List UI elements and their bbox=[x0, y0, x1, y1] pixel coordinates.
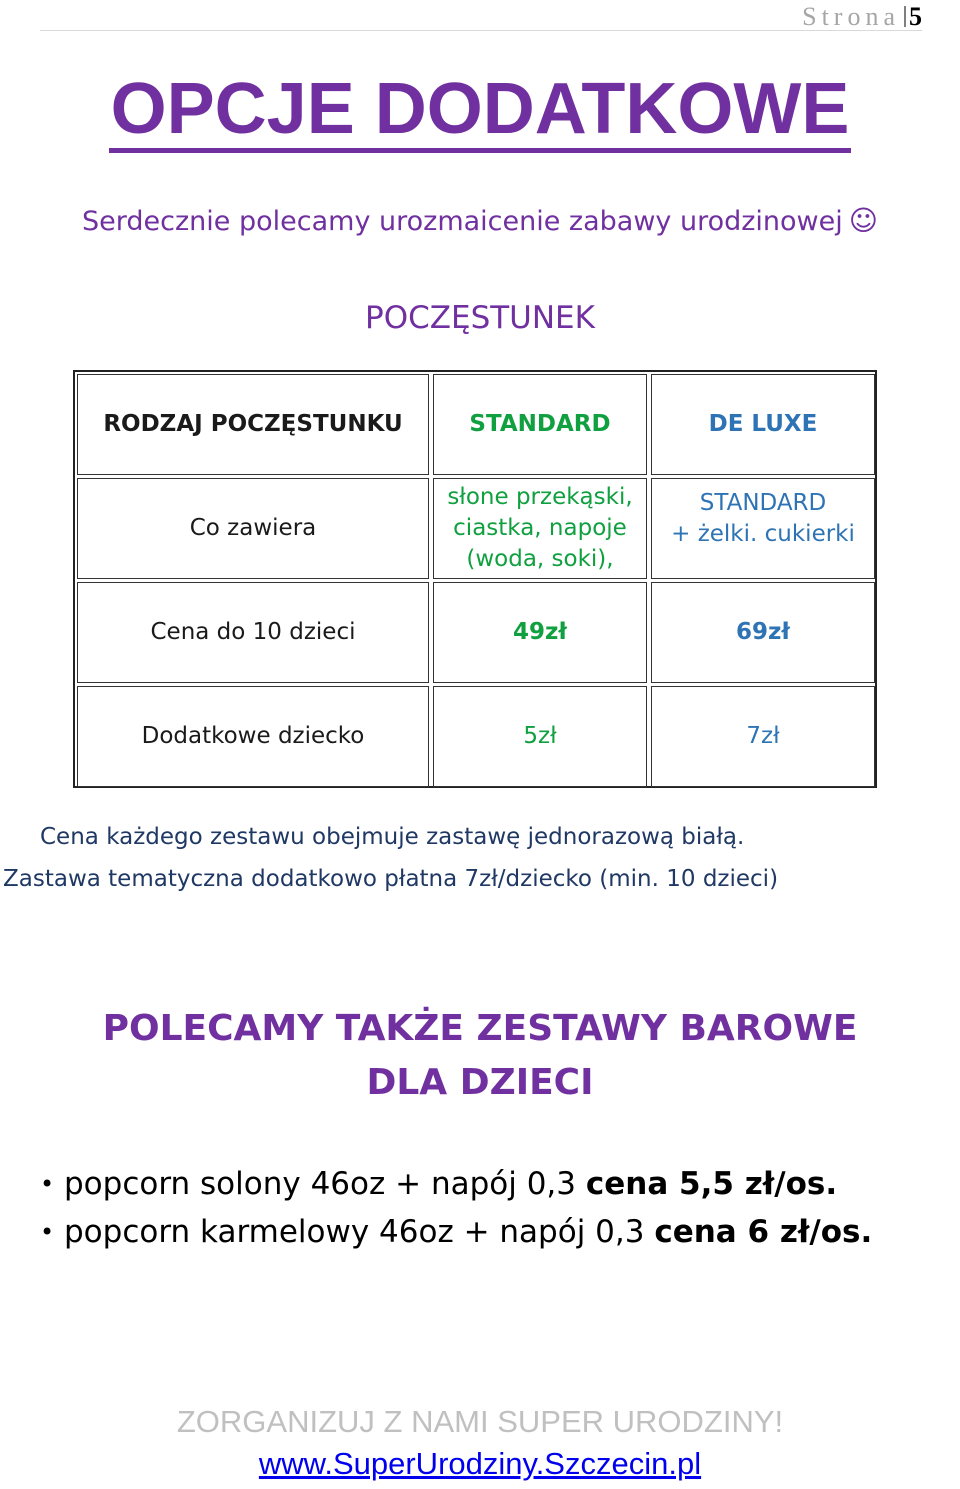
page-number-divider bbox=[904, 6, 906, 27]
subtitle-text: Serdecznie polecamy urozmaicenie zabawy urodzinowej bbox=[82, 206, 843, 237]
subtitle bbox=[0, 204, 960, 237]
website-link-text[interactable]: www.SuperUrodziny.Szczecin.pl bbox=[258, 1446, 702, 1481]
page-label: Strona bbox=[802, 2, 900, 31]
smiley-icon: ☺ bbox=[848, 204, 878, 237]
table-cell-deluxe-extra: 7zł bbox=[651, 686, 875, 787]
table-cell-line: ciastka, napoje bbox=[453, 515, 627, 541]
table-row-label: Co zawiera bbox=[77, 478, 429, 579]
list-item bbox=[40, 1160, 960, 1208]
list-item bbox=[40, 1208, 960, 1256]
bar-offer-list bbox=[40, 1160, 960, 1256]
price-table bbox=[73, 370, 877, 788]
table-cell-line: (woda, soki), bbox=[466, 546, 614, 572]
table-cell-standard-price: 49zł bbox=[433, 582, 647, 683]
footer-tagline: ZORGANIZUJ Z NAMI SUPER URODZINY! bbox=[176, 1404, 784, 1439]
note-tableware: Cena każdego zestawu obejmuje zastawę jednorazową białą. bbox=[40, 824, 745, 850]
offer-text: popcorn karmelowy 46oz + napój 0,3 bbox=[64, 1214, 655, 1250]
page-header bbox=[40, 0, 922, 31]
bar-sets-heading-line2: DLA DZIECI bbox=[366, 1062, 594, 1103]
offer-price: cena 5,5 zł/os. bbox=[585, 1166, 838, 1202]
table-cell-deluxe-price: 69zł bbox=[651, 582, 875, 683]
page-number-value: 5 bbox=[909, 2, 922, 31]
table-cell-standard-contents bbox=[433, 478, 647, 579]
offer-price: cena 6 zł/os. bbox=[654, 1214, 873, 1250]
offer-text: popcorn solony 46oz + napój 0,3 bbox=[64, 1166, 586, 1202]
table-row-label: Cena do 10 dzieci bbox=[77, 582, 429, 683]
section-heading-poczestunek: POCZĘSTUNEK bbox=[365, 300, 595, 336]
page-number bbox=[802, 2, 922, 32]
bar-sets-heading-line1: POLECAMY TAKŻE ZESTAWY BAROWE bbox=[102, 1008, 858, 1049]
table-cell-line: słone przekąski, bbox=[447, 484, 633, 510]
website-link[interactable] bbox=[0, 1446, 960, 1482]
table-cell-line: + żelki. cukierki bbox=[671, 520, 855, 547]
table-header-cell-standard: STANDARD bbox=[433, 374, 647, 475]
table-cell-standard-extra: 5zł bbox=[433, 686, 647, 787]
bullet-icon: • bbox=[40, 1218, 55, 1246]
bullet-icon: • bbox=[40, 1170, 55, 1198]
table-cell-line: STANDARD bbox=[699, 489, 827, 516]
page-title-text: OPCJE DODATKOWE bbox=[109, 70, 852, 153]
page-title bbox=[0, 70, 960, 153]
table-header-cell-deluxe: DE LUXE bbox=[651, 374, 875, 475]
table-row-label: Dodatkowe dziecko bbox=[77, 686, 429, 787]
table-header-cell-type: RODZAJ POCZĘSTUNKU bbox=[77, 374, 429, 475]
note-themed-tableware: Zastawa tematyczna dodatkowo płatna 7zł/dziecko (min. 10 dzieci) bbox=[3, 866, 779, 892]
table-cell-deluxe-contents bbox=[651, 478, 875, 579]
